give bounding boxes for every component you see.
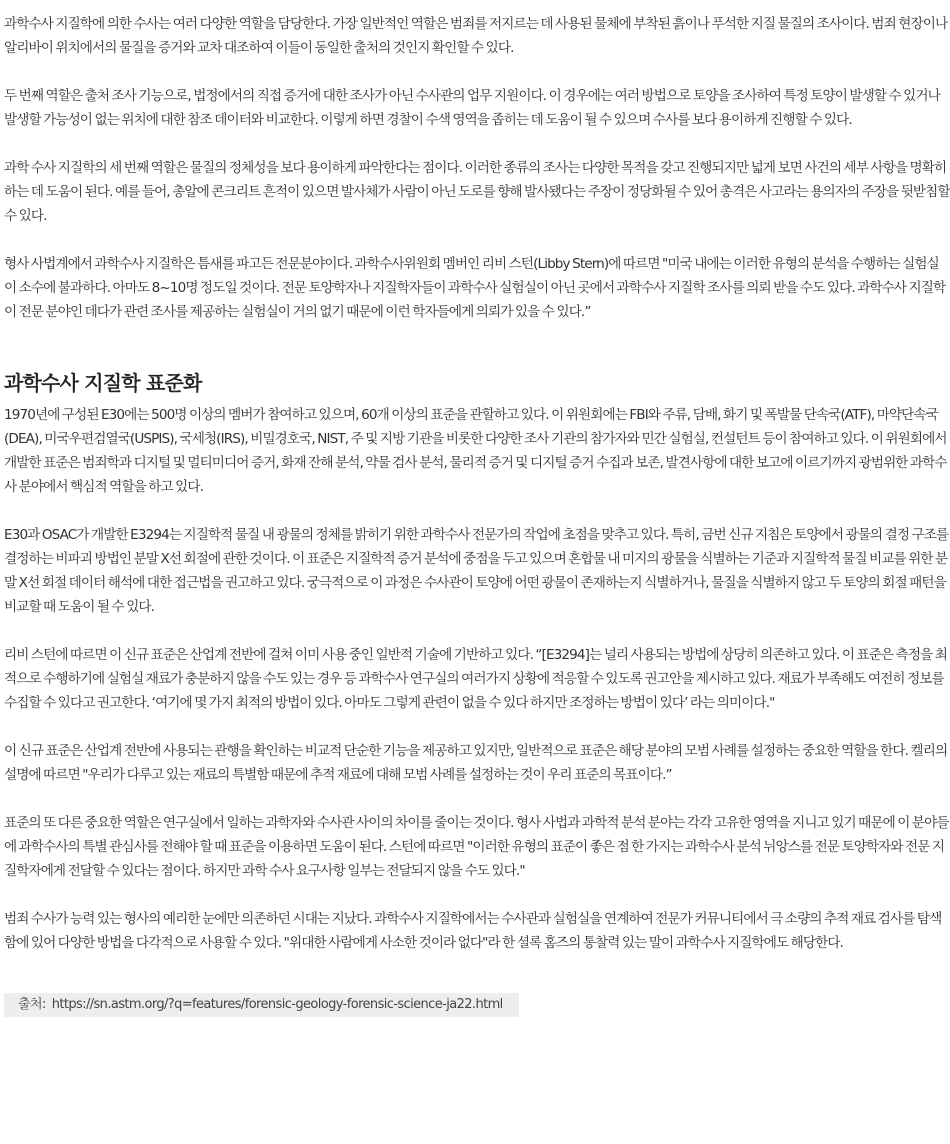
source-url-link[interactable]: https://sn.astm.org/?q=features/forensic-geology-forensic-science-ja22.html <box>51 997 503 1012</box>
paragraph-standard-2: E30과 OSAC가 개발한 E3294는 지질학적 물질 내 광물의 정체를 밝히기 위한 과학수사 전문가의 작업에 초점을 맞추고 있다. 특히, 금번 신규 지침은 토양에서 광물의 결정 구조를 결정하는 비파괴 방법인 분말 X선 회절에 관한 것이다. 이 표준은 지질학적 증거 분석에 중점을 두고 있으며 혼합물 내 미지의 광물을 식별하는 기준과 지질학적 물질 비교를 위한 분말 X선 회절 데이터 해석에 대한 접근법을 권고하고 있다. 궁극적으로 이 과정은 수사관이 토양에 어떤 광물이 존재하는지 식별하거나, 물질을 식별하지 않고 두 토양의 회절 패턴을 비교할 때 도움이 될 수 있다. <box>4 527 949 615</box>
section-heading-standardization: 과학수사 지질학 표준화 <box>4 371 202 395</box>
paragraph-standard-3: 리비 스턴에 따르면 이 신규 표준은 산업계 전반에 걸쳐 이미 사용 중인 일반적 기술에 기반하고 있다. “[E3294]는 널리 사용되는 방법에 상당히 의존하고 있다. 이 표준은 측정을 최적으로 수행하기에 실험실 재료가 충분하지 않을 수도 있는 경우 등 과학수사 연구실의 여러가지 상황에 적응할 수 있도록 권고안을 제시하고 있다. 재료가 부족해도 여전히 정보를 수집할 수 있다고 권고한다. ‘여기에 몇 가지 최적의 방법이 있다. 아마도 그렇게 관련이 없을 수 있다 하지만 조정하는 방법이 있다’ 라는 의미이다." <box>4 647 947 711</box>
paragraph-standard-1: 1970년에 구성된 E30에는 500명 이상의 멤버가 참여하고 있으며, 60개 이상의 표준을 관할하고 있다. 이 위원회에는 FBI와 주류, 담배, 화기 및 폭발물 단속국(ATF), 마약단속국(DEA), 미국우편검열국(USPIS), 국세청(IRS), 비밀경호국, NIST, 주 및 지방 기관을 비롯한 다양한 조사 기관의 참가자와 민간 실험실, 컨설턴트 등이 참여하고 있다. 이 위원회에서 개발한 표준은 범죄학과 디지털 및 멀티미디어 증거, 화재 잔해 분석, 약물 검사 분석, 물리적 증거 및 디지털 증거 수집과 보존, 발견사항에 대한 보고에 이르기까지 광범위한 과학수사 분야에서 핵심적 역할을 하고 있다. <box>4 407 947 495</box>
paragraph-standard-6: 범죄 수사가 능력 있는 형사의 예리한 눈에만 의존하던 시대는 지났다. 과학수사 지질학에서는 수사관과 실험실을 연계하여 전문가 커뮤니티에서 극 소량의 추적 재료 검사를 탐색함에 있어 다양한 방법을 다각적으로 사용할 수 있다. "위대한 사람에게 사소한 것이라 없다"라 한 셜록 홈즈의 통찰력 있는 말이 과학수사 지질학에도 해당한다. <box>4 911 942 951</box>
paragraph-intro-3: 과학 수사 지질학의 세 번째 역할은 물질의 정체성을 보다 용이하게 파악한다는 점이다. 이러한 종류의 조사는 다양한 목적을 갖고 진행되지만 넓게 보면 사건의 세부 사항을 명확히 하는 데 도움이 된다. 예를 들어, 총알에 콘크리트 흔적이 있으면 발사체가 사람이 아닌 도로를 향해 발사됐다는 주장이 정당화될 수 있어 총격은 사고라는 용의자의 주장을 뒷받침할 수 있다. <box>4 160 950 224</box>
paragraph-intro-2: 두 번째 역할은 출처 조사 기능으로, 법정에서의 직접 증거에 대한 조사가 아닌 수사관의 업무 지원이다. 이 경우에는 여러 방법으로 토양을 조사하여 특정 토양이 발생할 수 있거나 발생할 가능성이 없는 위치에 대한 참조 데이터와 비교한다. 이렇게 하면 경찰이 수색 영역을 좁히는 데 도움이 될 수 있으며 수사를 보다 용이하게 진행할 수 있다. <box>4 88 940 128</box>
source-label: 출처: <box>18 997 46 1012</box>
paragraph-standard-5: 표준의 또 다른 중요한 역할은 연구실에서 일하는 과학자와 수사관 사이의 차이를 줄이는 것이다. 형사 사법과 과학적 분석 분야는 각각 고유한 영역을 지니고 있기 때문에 이 분야들에 과학수사의 특별 관심사를 전해야 할 때 표준을 이용하면 도움이 된다. 스턴에 따르면 "이러한 유형의 표준이 좋은 점 한 가지는 과학수사 분석 뉘앙스를 전문 토양학자와 전문 지질학자에게 전달할 수 있다는 점이다. 하지만 과학 수사 요구사항 일부는 전달되지 않을 수도 있다." <box>4 815 949 879</box>
paragraph-intro-1: 과학수사 지질학에 의한 수사는 여러 다양한 역할을 담당한다. 가장 일반적인 역할은 범죄를 저지르는 데 사용된 물체에 부착된 흙이나 푸석한 지질 물질의 조사이다. 범죄 현장이나 알리바이 위치에서의 물질을 증거와 교차 대조하여 이들이 동일한 출처의 것인지 확인할 수 있다. <box>4 16 948 56</box>
source-citation <box>4 993 519 1017</box>
paragraph-intro-4: 형사 사법계에서 과학수사 지질학은 틈새를 파고든 전문분야이다. 과학수사위원회 멤버인 리비 스턴(Libby Stern)에 따르면 "미국 내에는 이러한 유형의 분석을 수행하는 실험실이 소수에 불과하다. 아마도 8~10명 정도일 것이다. 전문 토양학자나 지질학자들이 과학수사 실험실이 아닌 곳에서 과학수사 지질학 조사를 의뢰 받을 수도 있다. 과학수사 지질학이 전문 분야인 데다가 관련 조사를 제공하는 실험실이 거의 없기 때문에 이런 학자들에게 의뢰가 있을 수 있다.” <box>4 256 946 320</box>
paragraph-standard-4: 이 신규 표준은 산업계 전반에 사용되는 관행을 확인하는 비교적 단순한 기능을 제공하고 있지만, 일반적으로 표준은 해당 분야의 모범 사례를 설정하는 중요한 역할을 한다. 켈리의 설명에 따르면 "우리가 다루고 있는 재료의 특별함 때문에 추적 재료에 대해 모범 사례를 설정하는 것이 우리 표준의 목표이다.” <box>4 743 948 783</box>
